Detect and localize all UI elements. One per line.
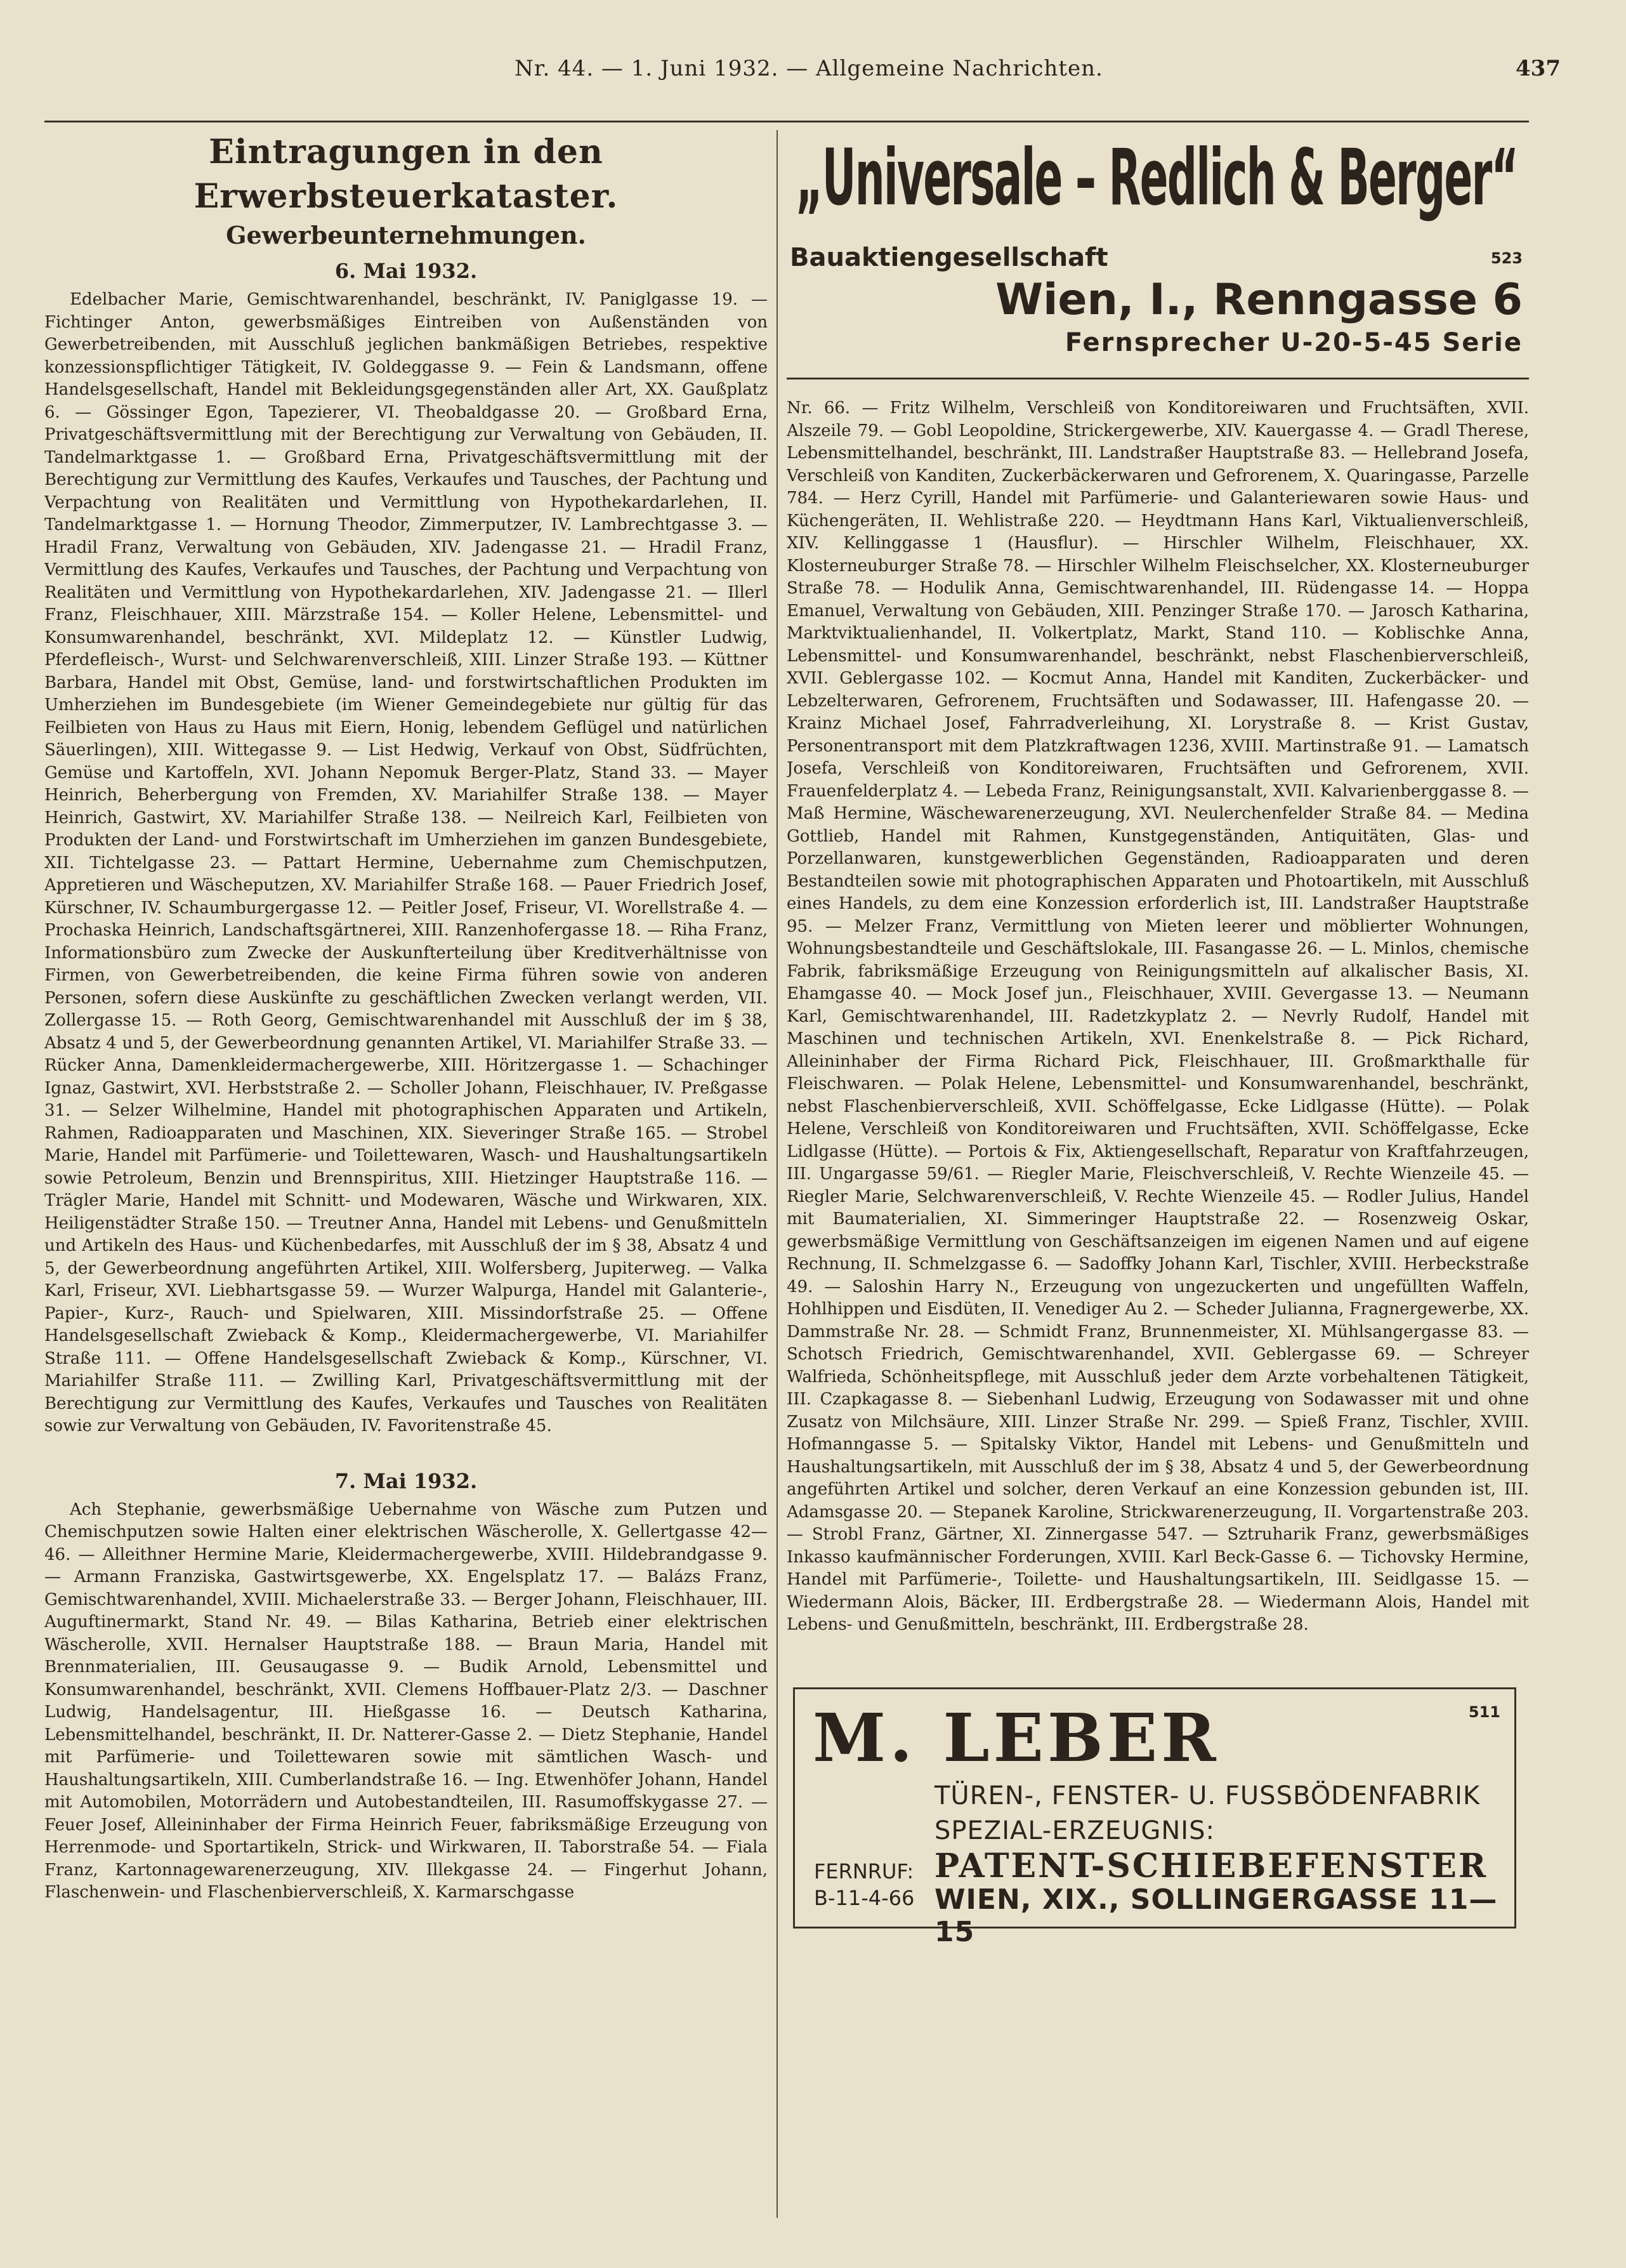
ad-phone-number: B-11-4-66 <box>814 1885 915 1910</box>
ad-address: Wien, I., Renngasse 6 <box>995 275 1523 325</box>
left-column <box>44 130 768 2237</box>
entries-paragraph-3: Nr. 66. — Fritz Wilhelm, Verschleiß von Konditoreiwaren und Fruchtsäften, XVII. Alszeile 79. — Gobl Leopoldine, Strickergewerbe, XIV. Kauergasse 4. — Gradl Therese, Lebensmittelhandel, beschränkt, III. Landstraßer Hauptstraße 83. — Hellebrand Josefa, Verschleiß von Kanditen, Zuckerbäckerwaren und Gefrorenem, X. Quaringasse, Parzelle 784. — Herz Cyrill, Handel mit Parfümerie- und Galanteriewaren sowie Haus- und Küchengeräten, II. Wehlistraße 220. — Heydtmann Hans Karl, Viktualienverschleiß, XIV. Kellinggasse 1 (Hausflur). — Hirschler Wilhelm, Fleischhauer, XX. Klosterneuburger Straße 78. — Hirschler Wilhelm Fleischselcher, XX. Klosterneuburger Straße 78. — Hodulik Anna, Gemischtwarenhandel, III. Rüdengasse 14. — Hoppa Emanuel, Verwaltung von Gebäuden, XIII. Penzinger Straße 170. — Jarosch Katharina, Marktviktualienhandel, II. Volkertplatz, Markt, Stand 110. — Koblischke Anna, Lebensmittel- und Konsumwarenhandel, beschränkt, nebst Flaschenbierverschleiß, XVII. Geblergasse 102. — Kocmut Anna, Handel mit Kanditen, Zuckerbäcker- und Lebzelterwaren, Gefrorenem, Fruchtsäften und Sodawasser, III. Hafengasse 20. — Krainz Michael Josef, Fahrradverleihung, XI. Lorystraße 8. — Krist Gustav, Personentransport mit dem Platzkraftwagen 1236, XVIII. Martinstraße 91. — Lamatsch Josefa, Verschleiß von Konditoreiwaren, Fruchtsäften und Gefrorenem, XVII. Frauenfelderplatz 4. — Lebeda Franz, Reinigungsanstalt, XVII. Kalvarienberggasse 8. — Maß Hermine, Wäschewarenerzeugung, XVI. Neulerchenfelder Straße 84. — Medina Gottlieb, Handel mit Rahmen, Kunstgegenständen, Antiquitäten, Glas- und Porzellanwaren, kunstgewerblichen Gegenständen, Radioapparaten und deren Bestandteilen sowie mit photographischen Apparaten und Photoartikeln, mit Ausschluß eines Handels, zu dem eine Konzession erforderlich ist, III. Landstraßer Hauptstraße 95. — Melzer Franz, Vermittlung von Mieten leerer und möblierter Wohnungen, Wohnungsbestandteile und Geschäftslokale, III. Fasangasse 26. — L. Minlos, chemische Fabrik, fabriksmäßige Erzeugung von Reinigungsmitteln auf alkalischer Basis, XI. Ehamgasse 40. — Mock Josef jun., Fleischhauer, XVIII. Gevergasse 13. — Neumann Karl, Gemischtwarenhandel, III. Radetzkyplatz 2. — Nevrly Rudolf, Handel mit Maschinen und technischen Artikeln, XVI. Enenkelstraße 8. — Pick Richard, Alleininhaber der Firma Richard Pick, Fleischhauer, III. Großmarkthalle für Fleischwaren. — Polak Helene, Lebensmittel- und Konsumwarenhandel, beschränkt, nebst Flaschenbierverschleiß, XVII. Schöffelgasse, Ecke Lidlgasse (Hütte). — Polak Helene, Verschleiß von Konditoreiwaren und Fruchtsäften, XVII. Schöffelgasse, Ecke Lidlgasse (Hütte). — Portois & Fix, Aktiengesellschaft, Reparatur von Kraftfahrzeugen, III. Ungargasse 59/61. — Riegler Marie, Fleischverschleiß, V. Rechte Wienzeile 45. — Riegler Marie, Selchwarenverschleiß, V. Rechte Wienzeile 45. — Rodler Julius, Handel mit Baumaterialien, XI. Simmeringer Hauptstraße 22. — Rosenzweig Oskar, gewerbsmäßige Vermittlung von Geschäftsanzeigen im eigenen Namen und auf eigene Rechnung, II. Schmelzgasse 6. — Sadoffky Johann Karl, Tischler, XVIII. Herbeckstraße 49. — Saloshin Harry N., Erzeugung von ungezuckerten und ungefüllten Waffeln, Hohlhippen und Eisdüten, II. Venediger Au 2. — Scheder Julianna, Fragnergewerbe, XX. Dammstraße Nr. 28. — Schmidt Franz, Brunnenmeister, XI. Mühlsangergasse 83. — Schotsch Friedrich, Gemischtwarenhandel, XVII. Geblergasse 69. — Schreyer Walfrieda, Schönheitspflege, mit Ausschluß jeder dem Arzte vorbehaltenen Tätigkeit, III. Czapkagasse 8. — Siebenhanl Ludwig, Erzeugung von Sodawasser mit und ohne Zusatz von Milchsäure, XIII. Linzer Straße Nr. 299. — Spieß Franz, Tischler, XVIII. Hofmanngasse 5. — Spitalsky Viktor, Handel mit Lebens- und Genußmitteln und Haushaltungsartikeln, mit Ausschluß der im § 38, Absatz 4 und 5, der Gewerbeordnung angeführten Artikel und solcher, deren Verkauf an eine Konzession gebunden ist, III. Adamsgasse 20. — Stepanek Karoline, Strickwarenerzeugung, II. Vorgartenstraße 203. — Strobl Franz, Gärtner, XI. Zinnergasse 547. — Sztruharik Franz, gewerbsmäßiges Inkasso kaufmännischer Forderungen, XVIII. Karl Beck-Gasse 6. — Tichovsky Hermine, Handel mit Parfümerie-, Toilette- und Haushaltungsartikeln, III. Seidlgasse 15. — Wiedermann Alois, Bäcker, III. Erdbergstraße 28. — Wiedermann Alois, Handel mit Lebens- und Genußmitteln, beschränkt, III. Erdbergstraße 28. <box>787 399 1529 1634</box>
running-head: Nr. 44. — 1. Juni 1932. — Allgemeine Nachrichten. <box>515 56 1103 81</box>
ad-number: 511 <box>1468 1703 1500 1721</box>
date-heading-2: 7. Mai 1932. <box>334 1468 478 1493</box>
section-subtitle: Gewerbeunternehmungen. <box>226 221 586 249</box>
page-header <box>57 56 1561 94</box>
ad-phone: Fernsprecher U-20-5-45 Serie <box>1065 328 1523 357</box>
entries-paragraph-1: Edelbacher Marie, Gemischtwarenhandel, beschränkt, IV. Paniglgasse 19. — Fichtinger Anton, gewerbsmäßiges Eintreiben von Außenständen von Gewerbetreibenden, mit Ausschluß jeglichen bankmäßigen Betriebes, respektive konzessionspflichtiger Tätigkeit, IV. Goldeggasse 9. — Fein & Landsmann, offene Handelsgesellschaft, Handel mit Bekleidungsgegenständen aller Art, XX. Gaußplatz 6. — Gössinger Egon, Tapezierer, VI. Theobaldgasse 20. — Großbard Erna, Privatgeschäftsvermittlung mit der Berechtigung zur Verwaltung von Gebäuden, II. Tandelmarktgasse 1. — Großbard Erna, Privatgeschäftsvermittlung mit der Berechtigung zur Vermittlung des Kaufes, Verkaufes und Tausches, der Pachtung und Verpachtung von Realitäten und Vermittlung von Hypothekardarlehen, II. Tandelmarktgasse 1. — Hornung Theodor, Zimmerputzer, IV. Lambrechtgasse 3. — Hradil Franz, Verwaltung von Gebäuden, XIV. Jadengasse 21. — Hradil Franz, Vermittlung des Kaufes, Verkaufes und Tausches, der Pachtung und Verpachtung von Realitäten und Vermittlung von Hypothekardarlehen, XIV. Jadengasse 21. — Illerl Franz, Fleischhauer, XIII. Märzstraße 154. — Koller Helene, Lebensmittel- und Konsumwarenhandel, beschränkt, XVI. Mildeplatz 12. — Künstler Ludwig, Pferdefleisch-, Wurst- und Selchwarenverschleiß, XIII. Linzer Straße 193. — Küttner Barbara, Handel mit Obst, Gemüse, land- und forstwirtschaftlichen Produkten im Umherziehen im Bundesgebiete (im Wiener Gemeindegebiete nur gültig für das Feilbieten von Haus zu Haus mit Eiern, Honig, lebendem Geflügel und natürlichen Säuerlingen), XIII. Wittegasse 9. — List Hedwig, Verkauf von Obst, Südfrüchten, Gemüse und Kartoffeln, XVI. Johann Nepomuk Berger-Platz, Stand 33. — Mayer Heinrich, Beherbergung von Fremden, XV. Mariahilfer Straße 138. — Mayer Heinrich, Gastwirt, XV. Mariahilfer Straße 138. — Neilreich Karl, Feilbieten von Produkten der Land- und Forstwirtschaft im Umherziehen im ganzen Bundesgebiete, XII. Tichtelgasse 23. — Pattart Hermine, Uebernahme zum Chemischputzen, Appretieren und Wäscheputzen, XV. Mariahilfer Straße 168. — Pauer Friedrich Josef, Kürschner, IV. Schaumburgergasse 12. — Peitler Josef, Friseur, VI. Worellstraße 4. — Prochaska Heinrich, Landschaftsgärtnerei, XIII. Ranzenhofergasse 18. — Riha Franz, Informationsbüro zum Zwecke der Auskunfterteilung über Kreditverhältnisse von Firmen, von Gewerbetreibenden, die keine Firma führen sowie von anderen Personen, sofern diese Auskünfte zu geschäftlichen Zwecken verlangt werden, VII. Zollergasse 15. — Roth Georg, Gemischtwarenhandel mit Ausschluß der im § 38, Absatz 4 und 5, der Gewerbeordnung genannten Artikel, VI. Mariahilfer Straße 33. — Rücker Anna, Damenkleidermachergewerbe, XIII. Höritzergasse 1. — Schachinger Ignaz, Gastwirt, XVI. Herbststraße 2. — Scholler Johann, Fleischhauer, IV. Preßgasse 31. — Selzer Wilhelmine, Handel mit photographischen Apparaten und Artikeln, Rahmen, Radioapparaten und Maschinen, XIX. Sieveringer Straße 165. — Strobel Marie, Handel mit Parfümerie- und Toilettewaren, Wasch- und Haushaltungsartikeln sowie Petroleum, Benzin und Brennspiritus, XIII. Hietzinger Hauptstraße 116. — Trägler Marie, Handel mit Schnitt- und Modewaren, Wäsche und Wirkwaren, XIX. Heiligenstädter Straße 150. — Treutner Anna, Handel mit Lebens- und Genußmitteln und Artikeln des Haus- und Küchenbedarfes, mit Ausschluß der im § 38, Absatz 4 und 5, der Gewerbeordnung angeführten Artikel, XIII. Wolfersberg, Jupiterweg. — Valka Karl, Friseur, XVI. Liebhartsgasse 59. — Wurzer Walpurga, Handel mit Galanterie-, Papier-, Kurz-, Rauch- und Spielwaren, XIII. Missindorfstraße 25. — Offene Handelsgesellschaft Zwieback & Komp., Kleidermachergewerbe, VI. Mariahilfer Straße 111. — Offene Handelsgesellschaft Zwieback & Komp., Kürschner, VI. Mariahilfer Straße 111. — Zwilling Karl, Privatgeschäftsvermittlung mit der Berechtigung zur Vermittlung des Kaufes, Verkaufes und Tausches von Realitäten sowie zur Verwaltung von Gebäuden, IV. Favoritenstraße 45. <box>44 290 768 1435</box>
ad-phone-label: FERNRUF: <box>814 1859 914 1883</box>
date-heading-1: 6. Mai 1932. <box>334 259 478 283</box>
ad-line-products: TÜREN-, FENSTER- U. FUSSBÖDENFABRIK <box>934 1781 1481 1810</box>
section-title: Eintragungen in den Erwerbsteuerkataster. <box>193 133 619 216</box>
ad-firm-type: Bauaktiengesellschaft <box>790 243 1108 272</box>
spacer <box>44 1438 768 1463</box>
ad-line-specialty-label: SPEZIAL-ERZEUGNIS: <box>934 1816 1215 1845</box>
right-column <box>787 130 1529 2237</box>
page-number: 437 <box>1516 56 1561 81</box>
header-rule <box>44 121 1529 122</box>
ad-number: 523 <box>1490 249 1523 267</box>
ad-address: WIEN, XIX., SOLLINGERGASSE 11—15 <box>934 1883 1498 1948</box>
ad-firm-name: „Universale – Redlich & Berger“ <box>796 133 1518 223</box>
advertisement-universale <box>787 130 1529 379</box>
ad-firm-name: M. LEBER <box>813 1698 1220 1777</box>
entries-paragraph-2: Ach Stephanie, gewerbsmäßige Uebernahme von Wäsche zum Putzen und Chemischputzen sowie Halten einer elektrischen Wäscherolle, X. Gellertgasse 42—46. — Alleithner Hermine Marie, Kleidermachergewerbe, XVIII. Hildebrandgasse 9. — Armann Franziska, Gastwirtsgewerbe, XX. Engelsplatz 17. — Balázs Franz, Gemischtwarenhandel, XVIII. Michaelerstraße 33. — Berger Johann, Fleischhauer, III. Auguftinermarkt, Stand Nr. 49. — Bilas Katharina, Betrieb einer elektrischen Wäscherolle, XVII. Hernalser Hauptstraße 188. — Braun Maria, Handel mit Brennmaterialien, III. Geusaugasse 9. — Budik Arnold, Lebensmittel und Konsumwarenhandel, beschränkt, XVII. Clemens Hoffbauer-Platz 2/3. — Daschner Ludwig, Handelsagentur, III. Hießgasse 16. — Deutsch Katharina, Lebensmittelhandel, beschränkt, II. Dr. Natterer-Gasse 2. — Dietz Stephanie, Handel mit Parfümerie- und Toilettewaren sowie mit sämtlichen Wasch- und Haushaltungsartikeln, XIII. Cumberlandstraße 16. — Ing. Etwenhöfer Johann, Handel mit Automobilen, Motorrädern und Autobestandteilen, III. Rasumoffskygasse 27. — Feuer Josef, Alleininhaber der Firma Heinrich Feuer, fabriksmäßige Erzeugung von Herrenmode- und Sportartikeln, Strick- und Wirkwaren, II. Taborstraße 54. — Fiala Franz, Kartonnagewarenerzeugung, XIV. Illekgasse 24. — Fingerhut Johann, Flaschenwein- und Flaschenbierverschleiß, X. Karmarschgasse <box>44 1500 768 1902</box>
advertisement-leber <box>793 1687 1516 1948</box>
ad-line-specialty: PATENT-SCHIEBEFENSTER <box>934 1846 1488 1885</box>
column-divider <box>777 130 778 2218</box>
